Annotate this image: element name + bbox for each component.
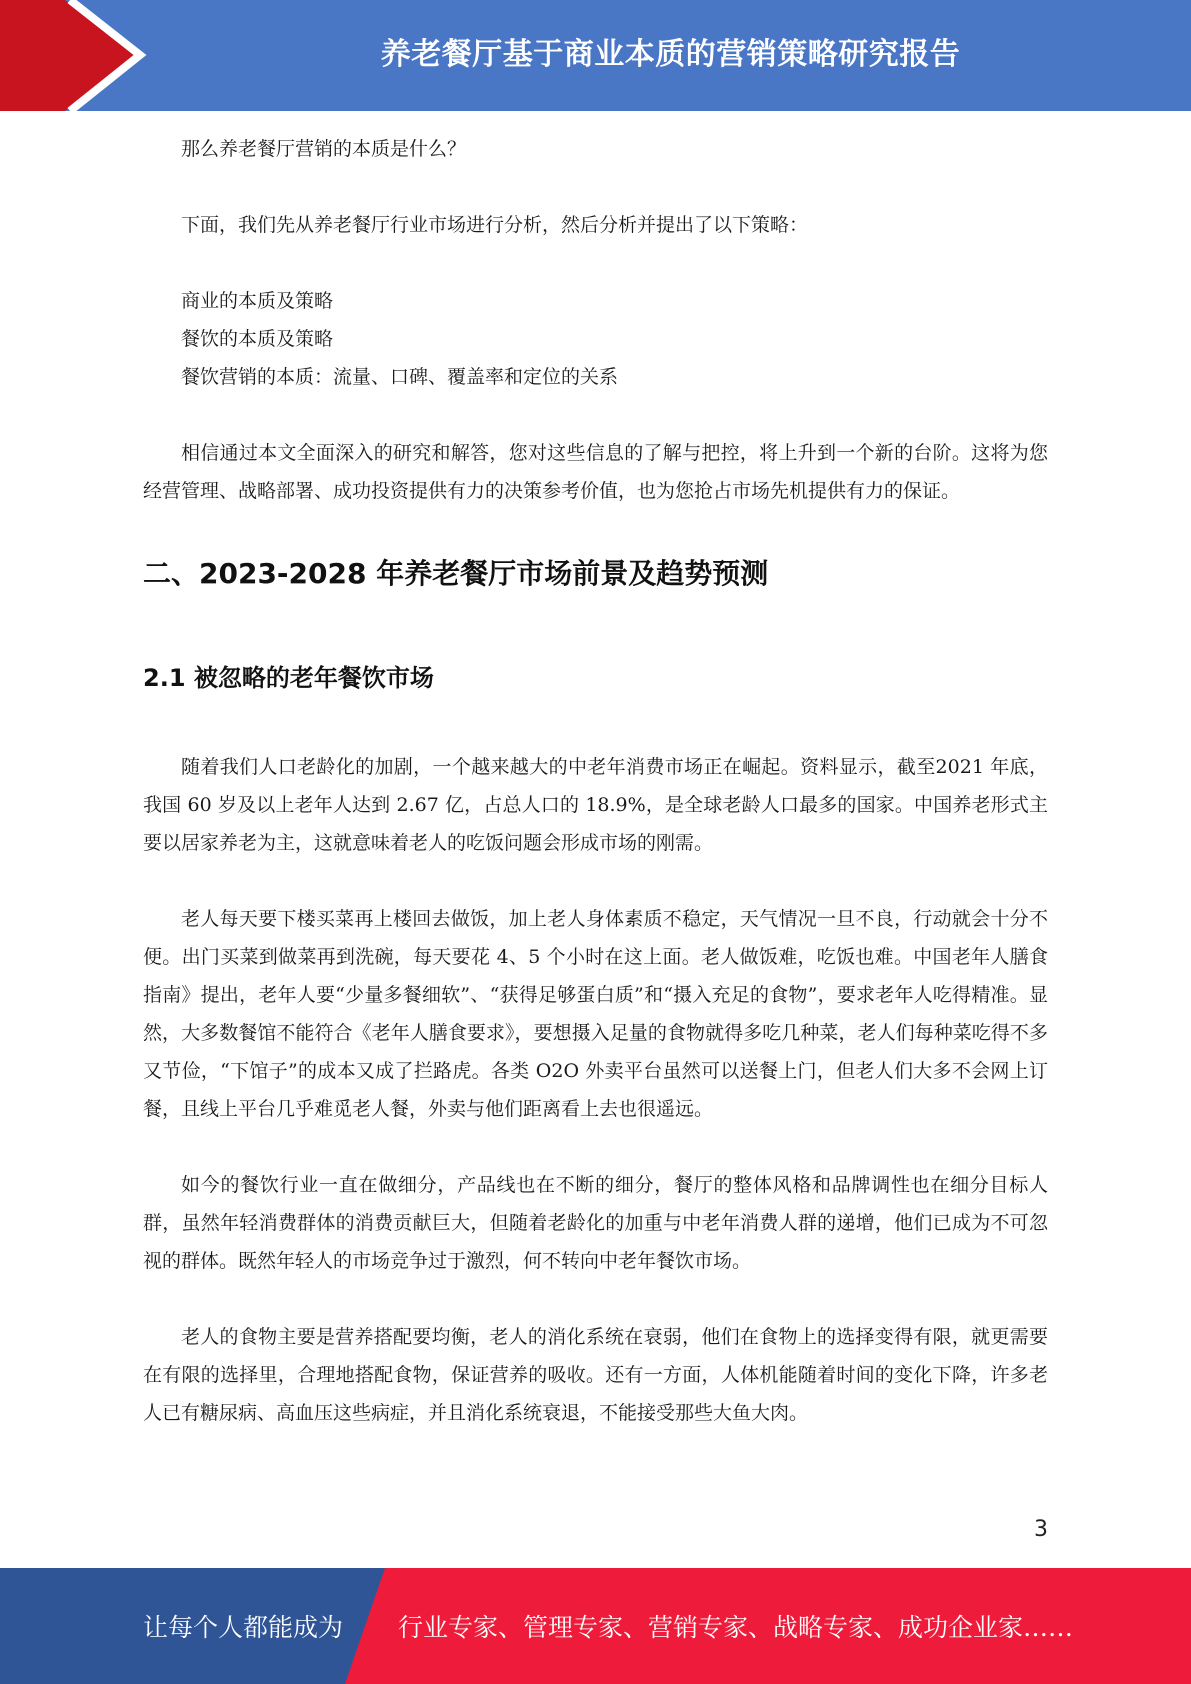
body-paragraph: 老人的食物主要是营养搭配要均衡，老人的消化系统在衰弱，他们在食物上的选择变得有限，就更需要在有限的选择里，合理地搭配食物，保证营养的吸收。还有一方面，人体机能随着时间的变化下降，许多老人已有糖尿病、高血压这些病症，并且消化系统衰退，不能接受那些大鱼大肉。 — [143, 1326, 1048, 1424]
document-body — [143, 130, 1048, 1432]
strategy-item: 商业的本质及策略 — [181, 290, 334, 312]
body-paragraph: 如今的餐饮行业一直在做细分，产品线也在不断的细分，餐厅的整体风格和品牌调性也在细分目标人群，虽然年轻消费群体的消费贡献巨大，但随着老龄化的加重与中老年消费人群的递增，他们已成为不可忽视的群体。既然年轻人的市场竞争过于激烈，何不转向中老年餐饮市场。 — [143, 1174, 1048, 1272]
footer-slogan-right: 行业专家、管理专家、营销专家、战略专家、成功企业家…… — [398, 1613, 1074, 1642]
strategy-list — [143, 282, 1048, 396]
page-number: 3 — [1034, 1517, 1048, 1542]
footer-slogan-left: 让每个人都能成为 — [143, 1613, 344, 1642]
subsection-heading: 2.1 被忽略的老年餐饮市场 — [143, 664, 434, 692]
strategy-item: 餐饮的本质及策略 — [181, 328, 334, 350]
report-title: 养老餐厅基于商业本质的营销策略研究报告 — [380, 36, 961, 72]
section-heading: 二、2023-2028 年养老餐厅市场前景及趋势预测 — [143, 557, 769, 590]
strategy-item: 餐饮营销的本质：流量、口碑、覆盖率和定位的关系 — [181, 366, 619, 388]
body-paragraph: 老人每天要下楼买菜再上楼回去做饭，加上老人身体素质不稳定，天气情况一旦不良，行动就会十分不便。出门买菜到做菜再到洗碗，每天要花 4、5 个小时在这上面。老人做饭难，吃饭也难。中国老年人膳食指南》提出，老年人要“少量多餐细软”、“获得足够蛋白质”和“摄入充足的食物”，要求老年人吃得精准。显然，大多数餐馆不能符合《老年人膳食要求》，要想摄入足量的食物就得多吃几种菜，老人们每种菜吃得不多又节俭，“下馆子”的成本又成了拦路虎。各类 O2O 外卖平台虽然可以送餐上门，但老人们大多不会网上订餐，且线上平台几乎难觅老人餐，外卖与他们距离看上去也很遥远。 — [143, 908, 1048, 1120]
page-header — [0, 0, 1191, 111]
intro-closing: 相信通过本文全面深入的研究和解答，您对这些信息的了解与把控，将上升到一个新的台阶。这将为您经营管理、战略部署、成功投资提供有力的决策参考价值，也为您抢占市场先机提供有力的保证。 — [143, 442, 1048, 502]
intro-question: 那么养老餐厅营销的本质是什么？ — [181, 138, 467, 160]
intro-lead: 下面，我们先从养老餐厅行业市场进行分析，然后分析并提出了以下策略： — [181, 214, 809, 236]
body-paragraph: 随着我们人口老龄化的加剧，一个越来越大的中老年消费市场正在崛起。资料显示，截至2021 年底，我国 60 岁及以上老年人达到 2.67 亿，占总人口的 18.9%，是全球老龄人口最多的国家。中国养老形式主要以居家养老为主，这就意味着老人的吃饭问题会形成市场的刚需。 — [143, 756, 1048, 854]
page-footer — [0, 1568, 1191, 1684]
